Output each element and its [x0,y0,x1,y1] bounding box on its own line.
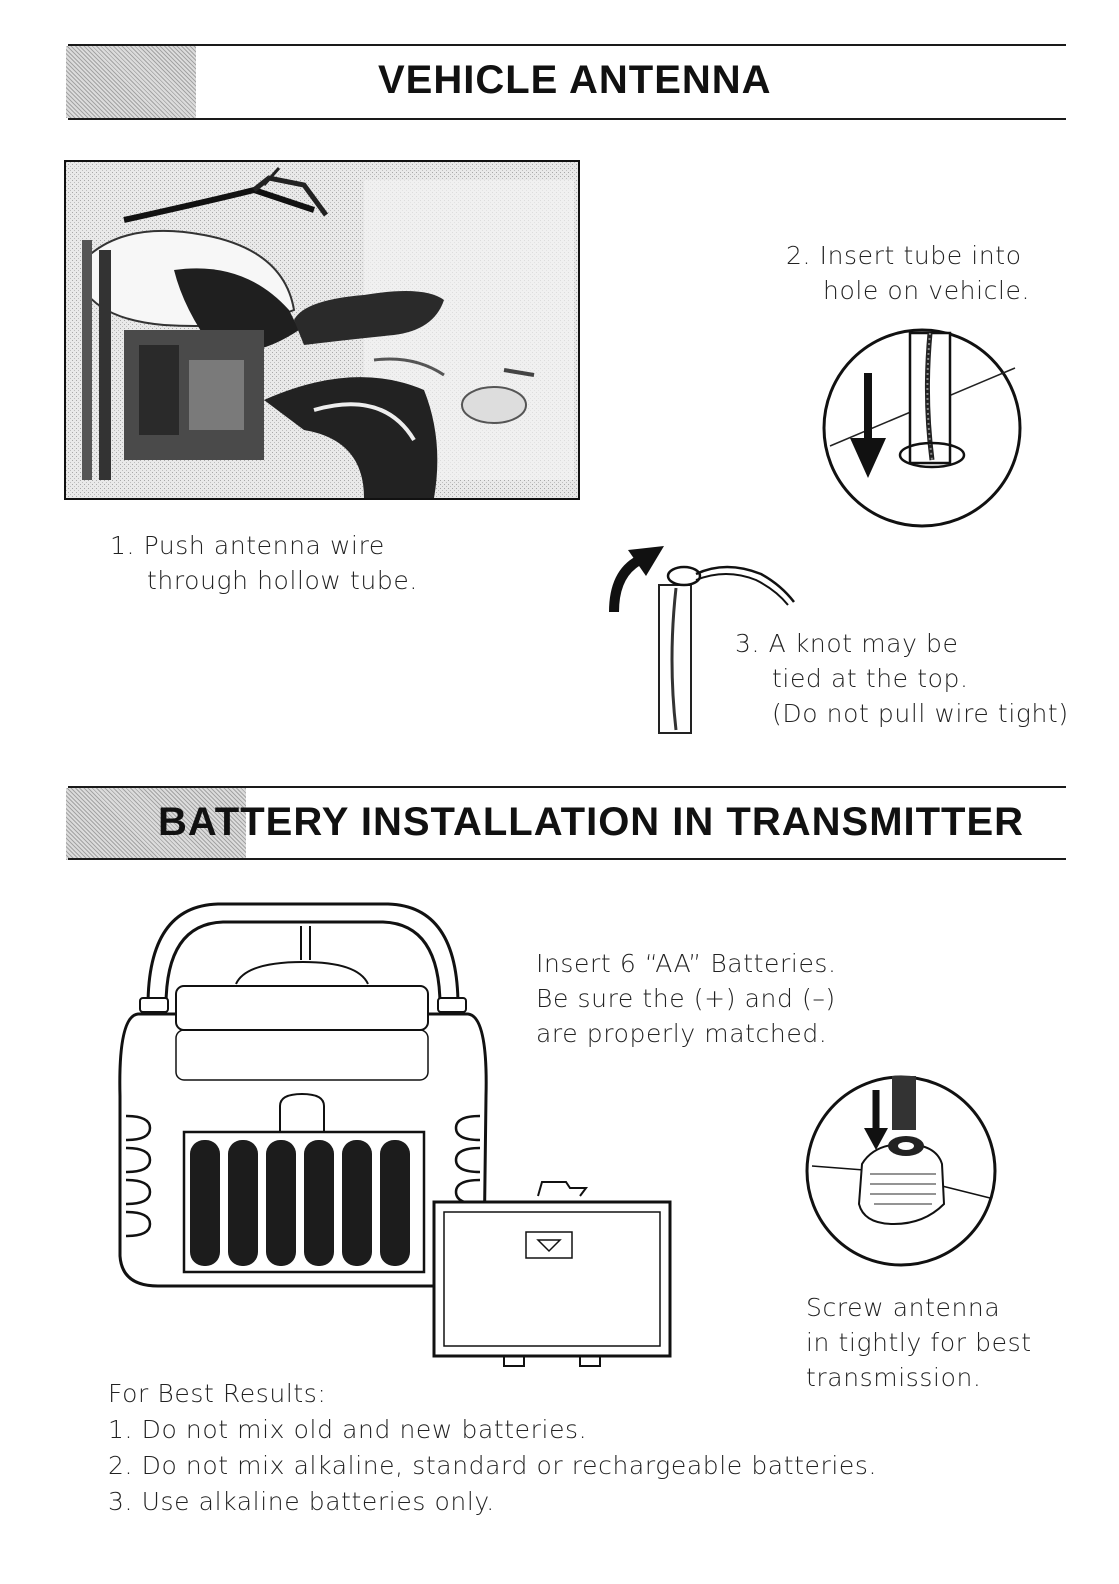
screw-note-line-3: transmission. [806,1363,982,1392]
step-1-number: 1. [110,531,136,560]
best-results-item-1: 1. Do not mix old and new batteries. [108,1415,588,1444]
best-results-list [108,1376,877,1520]
insert-note-line-2: Be sure the (+) and (–) [536,984,836,1013]
step-1-line-1: Push antenna wire [143,531,385,560]
step-3-line-2: tied at the top. [772,664,969,693]
step-2-text [786,238,1030,308]
step-3-line-3: (Do not pull wire tight) [772,699,1069,728]
section-title-battery-installation: BATTERY INSTALLATION IN TRANSMITTER [158,800,1025,844]
header-shading [66,46,196,118]
insert-batteries-note [536,946,837,1051]
screw-note-line-1: Screw antenna [806,1293,1001,1322]
step-3-number: 3. [735,629,761,658]
insert-note-line-1: Insert 6 “AA” Batteries. [536,949,837,978]
tube-insert-illustration [820,328,1024,530]
step-1-text [110,528,418,598]
step-1-line-2: through hollow tube. [147,566,418,595]
section-title-vehicle-antenna: VEHICLE ANTENNA [378,58,772,102]
step-2-line-2: hole on vehicle. [823,276,1031,305]
insert-note-line-3: are properly matched. [536,1019,828,1048]
step-3-text [735,626,1069,731]
battery-header-rule-bottom [68,858,1066,860]
best-results-heading: For Best Results: [108,1379,327,1408]
header-rule-bottom [68,118,1066,120]
step-2-number: 2. [786,241,812,270]
motorcycle-photo [64,160,580,500]
step-3-line-1: A knot may be [768,629,959,658]
step-2-line-1: Insert tube into [819,241,1022,270]
best-results-item-2: 2. Do not mix alkaline, standard or rechargeable batteries. [108,1451,878,1480]
screw-note-line-2: in tightly for best [806,1328,1032,1357]
best-results-item-3: 3. Use alkaline batteries only. [108,1487,495,1516]
screw-antenna-illustration [804,1074,998,1270]
header-rule-top [68,44,1066,46]
